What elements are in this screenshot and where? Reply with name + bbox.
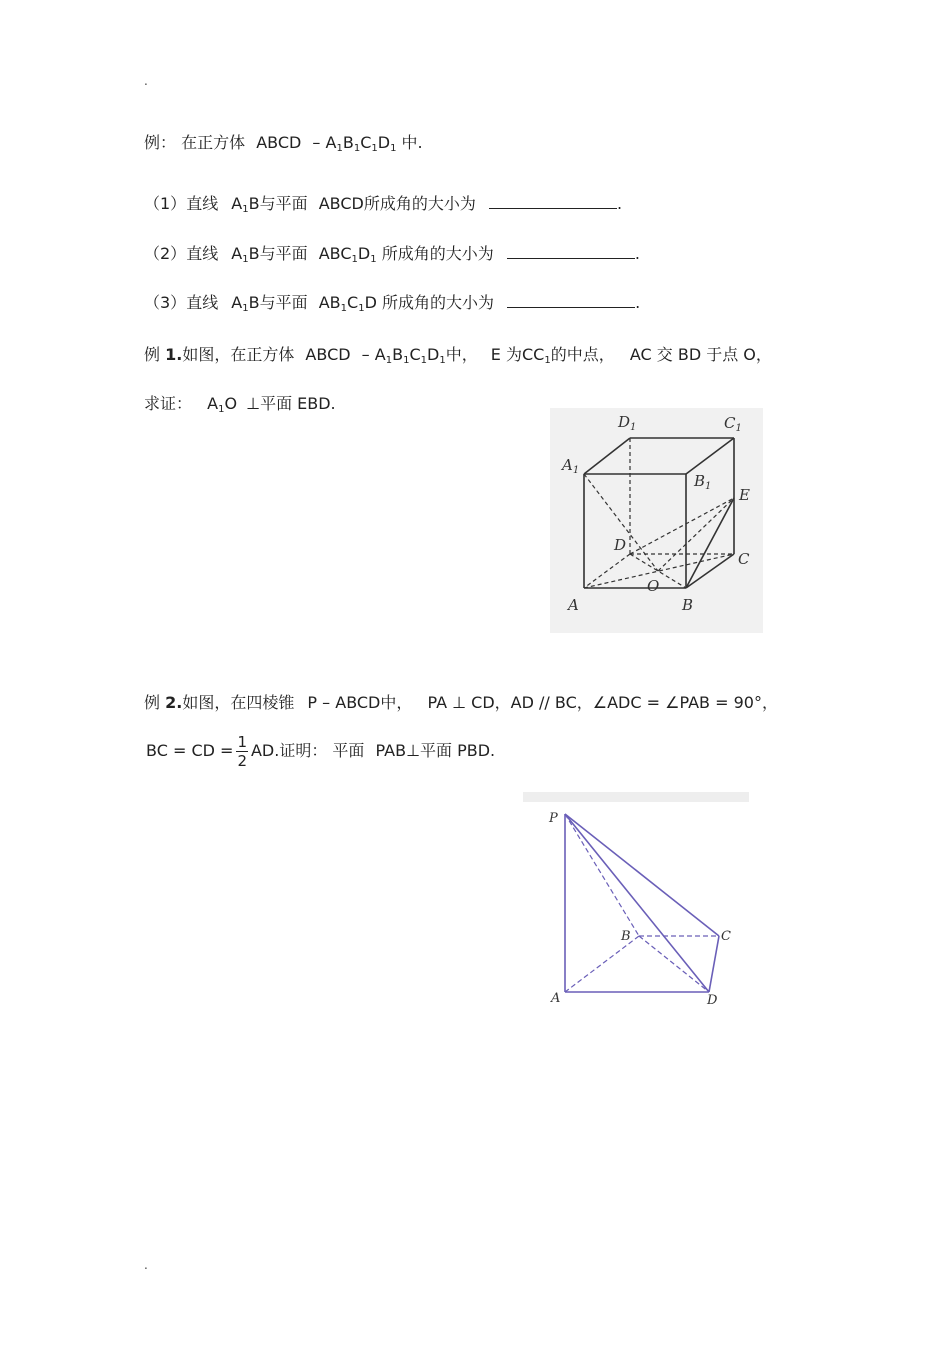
pyramid-vertex-labels [548, 811, 731, 1008]
label-D: D [707, 993, 718, 1008]
pyramid-solid-edges [565, 814, 719, 992]
label-E: E [739, 486, 750, 504]
intro-prefix: 例： 在正方体 [144, 133, 246, 152]
intro-suffix: 中. [401, 133, 423, 152]
label-B: B [682, 596, 694, 614]
label-O: O [647, 577, 660, 595]
label-C: C [738, 550, 750, 568]
pyramid-hidden-edges [565, 814, 719, 992]
label-P: P [549, 811, 558, 826]
label-C: C [721, 929, 731, 944]
label-A: A [551, 991, 561, 1006]
pyramid-figure [523, 792, 749, 1014]
label-D: D [614, 536, 627, 554]
answer-blank-1[interactable] [489, 194, 617, 209]
label-B: B [621, 929, 631, 944]
question-2: （2）直线 $A_1B$与平面 $ABC_1D_1$ 所成角的大小为 . [144, 244, 640, 265]
bottom-page-mark: . [144, 1258, 148, 1272]
cube-figure [550, 408, 763, 633]
fraction-one-half: $\frac{1}{2}$ [237, 733, 247, 770]
intro-dash: – [312, 133, 321, 152]
question-3: （3）直线 $A_1B$与平面 $AB_1C_1D$ 所成角的大小为 . [144, 293, 641, 314]
label-D1: $D_1$ [618, 413, 637, 433]
example-1-prove: 求证： $A_1O$ ⊥平面 EBD. [144, 394, 336, 415]
intro-cube-base: ABCD [256, 133, 302, 152]
example-2-statement: 例 2.如图，在四棱锥 P – ABCD中， PA ⊥ CD，AD // BC，∠ADC = ∠PAB = 90°， [144, 693, 778, 712]
example-2-condition: BC = CD = $\frac{1}{2}$ AD.证明： 平面 PAB⊥平面 PBD. [146, 733, 496, 770]
cube-figure-background [550, 408, 763, 633]
example-1-statement: 例 1.如图，在正方体 ABCD – $A_1B_1C_1D_1$中， E 为$CC_1$的中点， AC 交 BD 于点 O， [144, 345, 772, 366]
intro-line [144, 133, 423, 153]
question-1: （1）直线 $A_1B$与平面 ABCD所成角的大小为 . [144, 194, 623, 215]
answer-blank-3[interactable] [507, 293, 635, 308]
label-C1: $C_1$ [724, 414, 742, 434]
label-B1: $B_1$ [694, 472, 712, 492]
answer-blank-2[interactable] [507, 244, 635, 259]
intro-cube-top: $A_1B_1C_1D_1$ [325, 133, 397, 154]
label-A: A [568, 596, 579, 614]
top-page-mark: . [144, 74, 148, 88]
label-A1: $A_1$ [562, 456, 580, 476]
pyramid-figure-bar [523, 792, 749, 802]
